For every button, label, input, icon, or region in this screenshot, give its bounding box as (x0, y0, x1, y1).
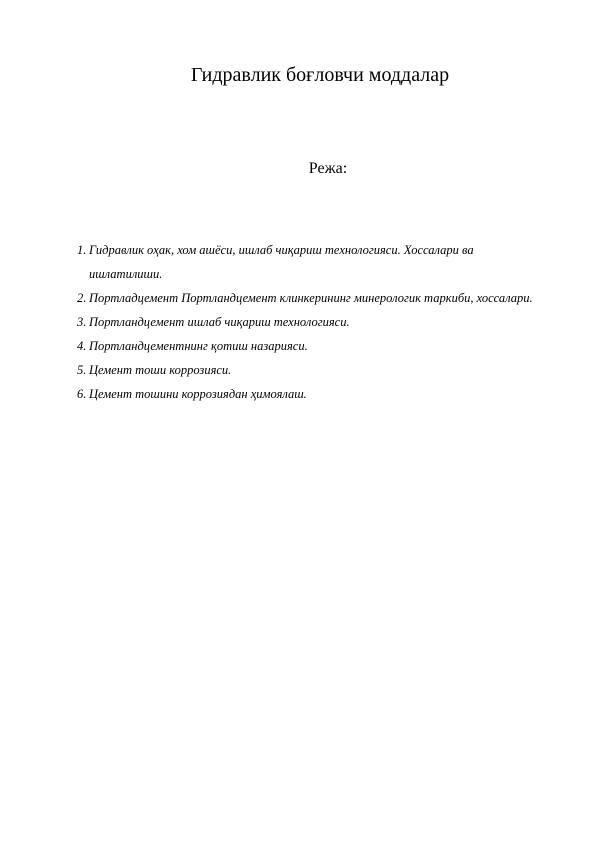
plan-heading: Режа: (308, 160, 348, 177)
plan-item-number: 1. (77, 243, 87, 257)
plan-item-text: Цемент тоши коррозияси. (89, 363, 232, 377)
plan-item (77, 334, 537, 358)
plan-item (77, 310, 537, 334)
plan-item (77, 382, 537, 406)
plan-item-number: 3. (77, 315, 87, 329)
plan-item-text: Портландцемент ишлаб чиқариш технологияси. (89, 315, 350, 329)
plan-item-text: Гидравлик оҳак, хом ашёси, ишлаб чиқариш технологияси. Хоссалари ва ишлатилиши. (89, 243, 474, 281)
plan-list (77, 238, 537, 406)
document-title: Гидравлик боғловчи моддалар (190, 64, 450, 86)
plan-item (77, 358, 537, 382)
plan-item-number: 6. (77, 387, 87, 401)
plan-item-number: 4. (77, 339, 87, 353)
plan-item-text: Цемент тошини коррозиядан ҳимоялаш. (89, 387, 307, 401)
plan-item (77, 238, 537, 286)
plan-item (77, 286, 537, 310)
plan-item-number: 5. (77, 363, 87, 377)
plan-item-text: Портладцемент Портландцемент клинкерининг минерологик таркиби, хоссалари. (89, 291, 533, 305)
plan-item-text: Портландцементнинг қотиш назарияси. (89, 339, 308, 353)
plan-item-number: 2. (77, 291, 87, 305)
